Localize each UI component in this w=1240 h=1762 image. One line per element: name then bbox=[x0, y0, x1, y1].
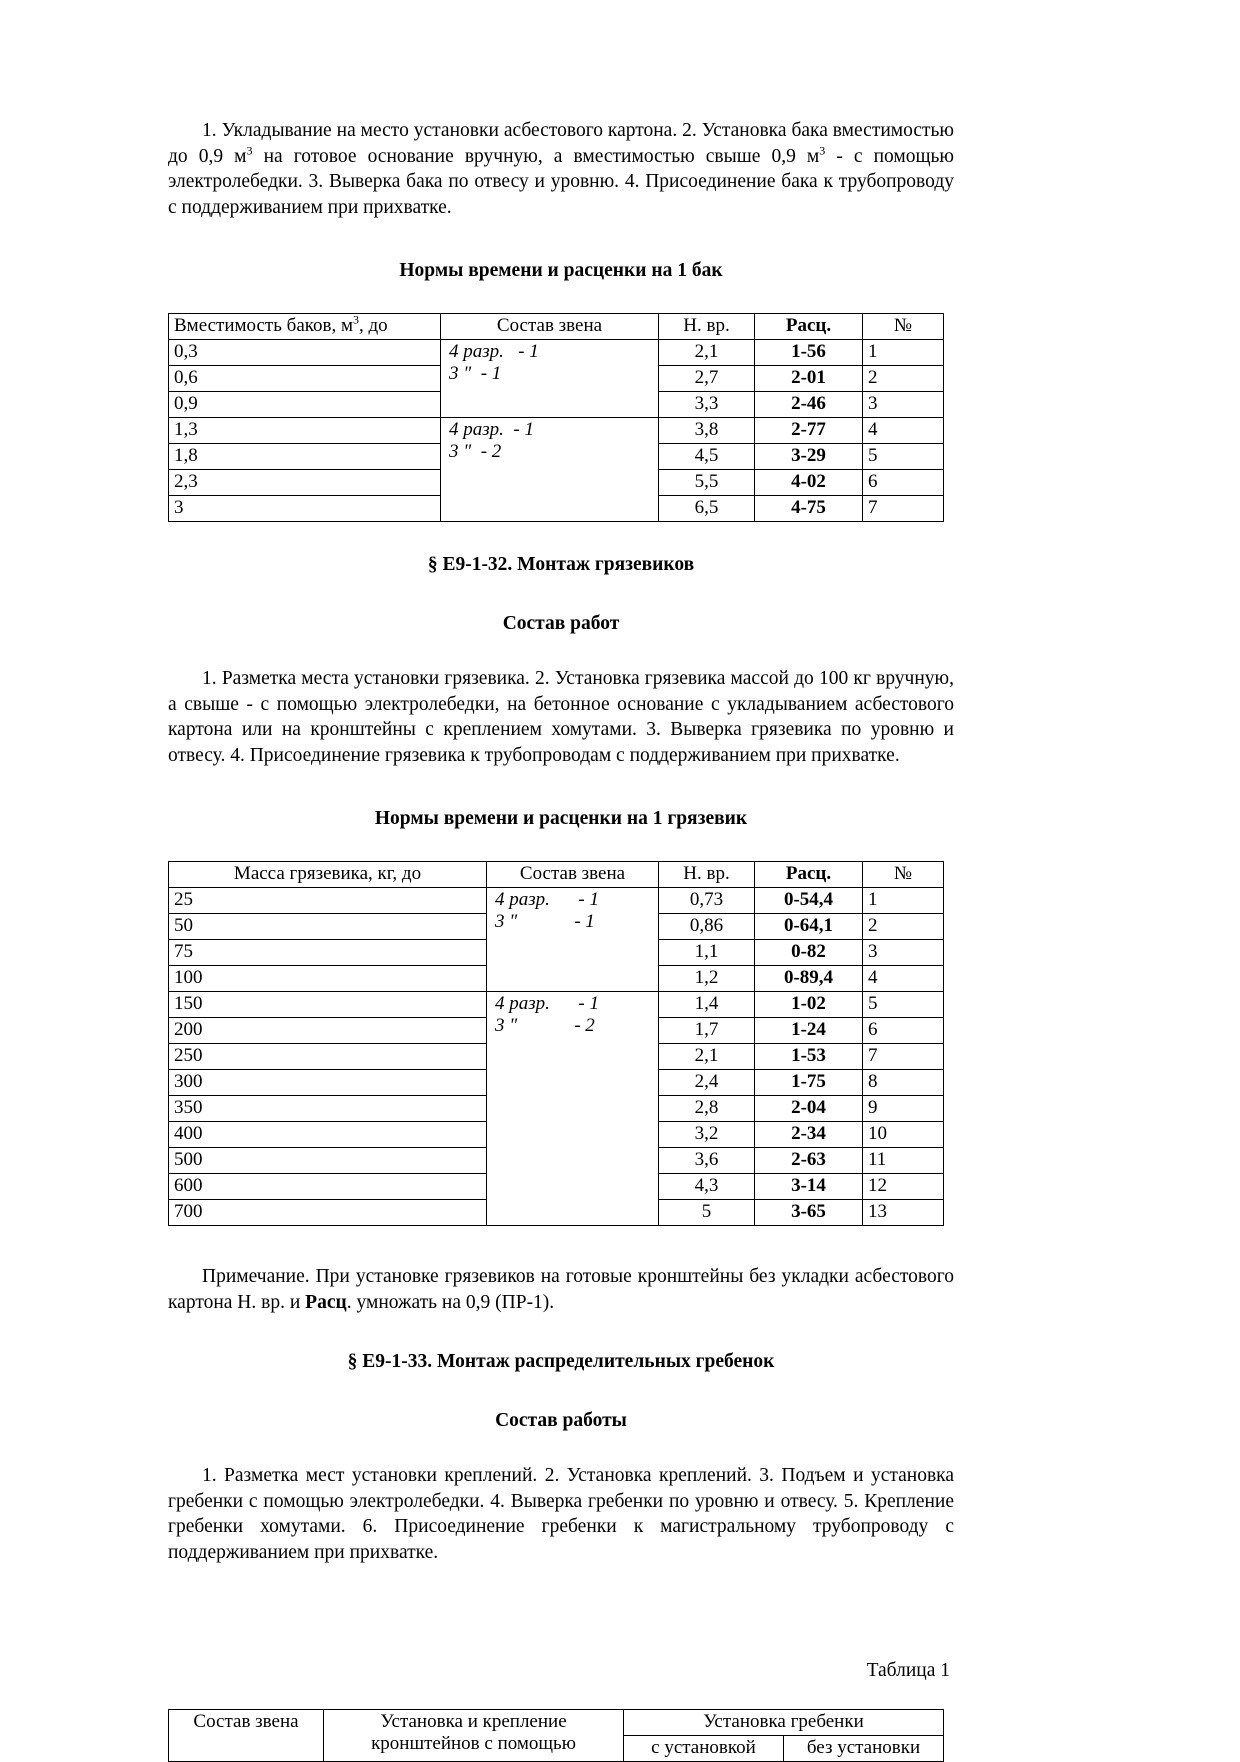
cell-rate: 3-65 bbox=[755, 1200, 863, 1226]
cell-mass: 500 bbox=[169, 1148, 487, 1174]
cell-mass: 150 bbox=[169, 992, 487, 1018]
crew-line-1: 4 разр. - 1 bbox=[449, 341, 539, 362]
header-capacity-text: Вместимость баков, м bbox=[174, 315, 354, 336]
crew-line-1: 4 разр. - 1 bbox=[495, 993, 599, 1014]
header-bracket-line2: кронштейнов с помощью bbox=[371, 1733, 576, 1754]
header-rate: Расц. bbox=[755, 862, 863, 888]
section-33-body: 1. Разметка мест установки креплений. 2. Установка креплений. 3. Подъем и установка гребенки с помощью электролебедки. 4. Выверка гребенки по уровню и отвесу. 5. Крепление гребенки хомутами. 6. Присоединение гребенки к магистральному трубопроводу с поддерживанием при прихватке. bbox=[168, 1465, 954, 1563]
cell-rate: 0-89,4 bbox=[755, 966, 863, 992]
crew-line-2: 3 " - 1 bbox=[495, 911, 595, 932]
cell-rate: 1-56 bbox=[755, 340, 863, 366]
cell-time: 2,4 bbox=[659, 1070, 755, 1096]
section-32-subheading: Состав работ bbox=[502, 613, 620, 634]
norms-table-combs bbox=[168, 1709, 944, 1762]
cell-number: 1 bbox=[863, 340, 944, 366]
cell-mass: 600 bbox=[169, 1174, 487, 1200]
cell-rate: 1-53 bbox=[755, 1044, 863, 1070]
cell-crew-group-1 bbox=[487, 888, 659, 992]
cell-time: 4,3 bbox=[659, 1174, 755, 1200]
header-capacity bbox=[169, 314, 441, 340]
crew-line-2: 3 " - 2 bbox=[449, 441, 502, 462]
cell-rate: 2-01 bbox=[755, 366, 863, 392]
cell-mass: 75 bbox=[169, 940, 487, 966]
cell-rate: 0-82 bbox=[755, 940, 863, 966]
cell-time: 3,6 bbox=[659, 1148, 755, 1174]
cell-crew-group-2 bbox=[441, 418, 659, 522]
cell-time: 3,3 bbox=[659, 392, 755, 418]
cell-rate: 3-29 bbox=[755, 444, 863, 470]
cell-capacity: 0,3 bbox=[169, 340, 441, 366]
header-number: № bbox=[863, 862, 944, 888]
table-row bbox=[169, 888, 944, 914]
cell-capacity: 1,3 bbox=[169, 418, 441, 444]
table-row bbox=[169, 340, 944, 366]
intro-paragraph bbox=[168, 118, 954, 220]
cell-number: 4 bbox=[863, 966, 944, 992]
cell-mass: 25 bbox=[169, 888, 487, 914]
cell-number: 9 bbox=[863, 1096, 944, 1122]
cell-mass: 250 bbox=[169, 1044, 487, 1070]
cell-time: 0,86 bbox=[659, 914, 755, 940]
header-bracket-line1: Установка и крепление bbox=[380, 1711, 567, 1732]
cell-mass: 300 bbox=[169, 1070, 487, 1096]
intro-text-part2: на готовое основание вручную, а вместимостью свыше 0,9 м bbox=[252, 145, 820, 167]
cell-rate: 4-02 bbox=[755, 470, 863, 496]
cell-time: 0,73 bbox=[659, 888, 755, 914]
table3-wrapper bbox=[168, 1709, 943, 1762]
cell-number: 1 bbox=[863, 888, 944, 914]
cell-time: 1,1 bbox=[659, 940, 755, 966]
table3-label: Таблица 1 bbox=[866, 1660, 950, 1681]
cell-mass: 700 bbox=[169, 1200, 487, 1226]
cell-number: 3 bbox=[863, 940, 944, 966]
intro-superscript-2: 3 bbox=[819, 143, 826, 157]
section-33-subheading: Состав работы bbox=[495, 1410, 627, 1431]
cell-number: 13 bbox=[863, 1200, 944, 1226]
cell-time: 1,7 bbox=[659, 1018, 755, 1044]
cell-time: 6,5 bbox=[659, 496, 755, 522]
table2-title: Нормы времени и расценки на 1 грязевик bbox=[374, 808, 748, 829]
page-content bbox=[168, 118, 954, 1762]
section-32-heading: § Е9-1-32. Монтаж грязевиков bbox=[427, 554, 695, 575]
cell-capacity: 3 bbox=[169, 496, 441, 522]
header-time: Н. вр. bbox=[659, 862, 755, 888]
cell-number: 12 bbox=[863, 1174, 944, 1200]
table-row bbox=[169, 992, 944, 1018]
note-paragraph bbox=[168, 1264, 954, 1315]
intro-text-part3: - с помощью электролебедки. 3. Выверка бака по отвесу и уровню. 4. Присоединение бака к трубопроводу с поддерживанием при прихватке. bbox=[168, 145, 955, 218]
crew-line-1: 4 разр. - 1 bbox=[449, 419, 534, 440]
cell-number: 6 bbox=[863, 1018, 944, 1044]
cell-time: 2,1 bbox=[659, 340, 755, 366]
cell-rate: 2-63 bbox=[755, 1148, 863, 1174]
table-header-row-1 bbox=[169, 1710, 944, 1736]
cell-time: 1,2 bbox=[659, 966, 755, 992]
intro-superscript-1: 3 bbox=[246, 143, 253, 157]
header-time: Н. вр. bbox=[659, 314, 755, 340]
cell-number: 6 bbox=[863, 470, 944, 496]
cell-rate: 2-34 bbox=[755, 1122, 863, 1148]
cell-mass: 400 bbox=[169, 1122, 487, 1148]
header-crew: Состав звена bbox=[441, 314, 659, 340]
cell-time: 4,5 bbox=[659, 444, 755, 470]
cell-rate: 2-46 bbox=[755, 392, 863, 418]
cell-rate: 2-04 bbox=[755, 1096, 863, 1122]
cell-rate: 1-75 bbox=[755, 1070, 863, 1096]
table2-wrapper bbox=[168, 861, 943, 1226]
crew-line-2: 3 " - 2 bbox=[495, 1015, 595, 1036]
cell-number: 2 bbox=[863, 366, 944, 392]
table-header-row bbox=[169, 862, 944, 888]
cell-time: 2,8 bbox=[659, 1096, 755, 1122]
cell-crew-group-1 bbox=[441, 340, 659, 418]
cell-rate: 4-75 bbox=[755, 496, 863, 522]
cell-time: 3,2 bbox=[659, 1122, 755, 1148]
section-33-heading: § Е9-1-33. Монтаж распределительных гребенок bbox=[347, 1351, 775, 1372]
table-row bbox=[169, 418, 944, 444]
cell-rate: 1-24 bbox=[755, 1018, 863, 1044]
cell-mass: 350 bbox=[169, 1096, 487, 1122]
table1-wrapper bbox=[168, 313, 943, 522]
crew-line-1: 4 разр. - 1 bbox=[495, 889, 599, 910]
cell-time: 3,8 bbox=[659, 418, 755, 444]
cell-rate: 1-02 bbox=[755, 992, 863, 1018]
cell-crew-group-2 bbox=[487, 992, 659, 1226]
table1-title: Нормы времени и расценки на 1 бак bbox=[399, 260, 723, 281]
header-number: № bbox=[863, 314, 944, 340]
cell-capacity: 0,6 bbox=[169, 366, 441, 392]
header-with-install: с установкой bbox=[624, 1736, 784, 1762]
cell-mass: 100 bbox=[169, 966, 487, 992]
note-text-part1: Примечание. При установке грязевиков на готовые кронштейны без укладки асбестового картона Н. вр. и bbox=[168, 1266, 954, 1313]
header-rate: Расц. bbox=[755, 314, 863, 340]
norms-table-mudtraps bbox=[168, 861, 944, 1226]
cell-capacity: 2,3 bbox=[169, 470, 441, 496]
header-capacity-sup: 3 bbox=[353, 312, 360, 327]
header-comb-install: Установка гребенки bbox=[624, 1710, 944, 1736]
cell-rate: 3-14 bbox=[755, 1174, 863, 1200]
note-bold-term: Расц bbox=[305, 1291, 347, 1313]
header-crew bbox=[169, 1710, 324, 1762]
cell-number: 8 bbox=[863, 1070, 944, 1096]
cell-time: 1,4 bbox=[659, 992, 755, 1018]
header-crew: Состав звена bbox=[487, 862, 659, 888]
norms-table-tanks bbox=[168, 313, 944, 522]
cell-time: 2,1 bbox=[659, 1044, 755, 1070]
cell-number: 3 bbox=[863, 392, 944, 418]
cell-rate: 0-64,1 bbox=[755, 914, 863, 940]
cell-capacity: 1,8 bbox=[169, 444, 441, 470]
cell-rate: 2-77 bbox=[755, 418, 863, 444]
header-mass: Масса грязевика, кг, до bbox=[169, 862, 487, 888]
cell-number: 11 bbox=[863, 1148, 944, 1174]
cell-number: 7 bbox=[863, 1044, 944, 1070]
section-32-body: 1. Разметка места установки грязевика. 2. Установка грязевика массой до 100 кг вручную, а свыше - с помощью электролебедки, на бетонное основание с укладыванием асбестового картона или на кронштейны с креплением хомутами. 3. Выверка грязевика по уровню и отвесу. 4. Присоединение грязевика к трубопроводам с поддерживанием при прихватке. bbox=[168, 668, 954, 766]
cell-number: 7 bbox=[863, 496, 944, 522]
header-bracket-mount bbox=[324, 1710, 624, 1762]
header-without-install: без установки bbox=[784, 1736, 944, 1762]
header-crew-label: Состав звена bbox=[193, 1711, 299, 1732]
cell-capacity: 0,9 bbox=[169, 392, 441, 418]
cell-rate: 0-54,4 bbox=[755, 888, 863, 914]
cell-number: 10 bbox=[863, 1122, 944, 1148]
crew-line-2: 3 " - 1 bbox=[449, 363, 502, 384]
table-header-row bbox=[169, 314, 944, 340]
cell-number: 2 bbox=[863, 914, 944, 940]
cell-time: 2,7 bbox=[659, 366, 755, 392]
cell-time: 5,5 bbox=[659, 470, 755, 496]
header-capacity-suffix: , до bbox=[359, 315, 388, 336]
intro-text-part1: 1. Укладывание на место установки асбестового картона. 2. Установка бака вместимостью до 0,9 м bbox=[168, 120, 954, 167]
cell-number: 5 bbox=[863, 444, 944, 470]
note-text-part2: . умножать на 0,9 (ПР-1). bbox=[346, 1291, 555, 1313]
cell-number: 4 bbox=[863, 418, 944, 444]
cell-number: 5 bbox=[863, 992, 944, 1018]
cell-mass: 50 bbox=[169, 914, 487, 940]
cell-time: 5 bbox=[659, 1200, 755, 1226]
cell-mass: 200 bbox=[169, 1018, 487, 1044]
